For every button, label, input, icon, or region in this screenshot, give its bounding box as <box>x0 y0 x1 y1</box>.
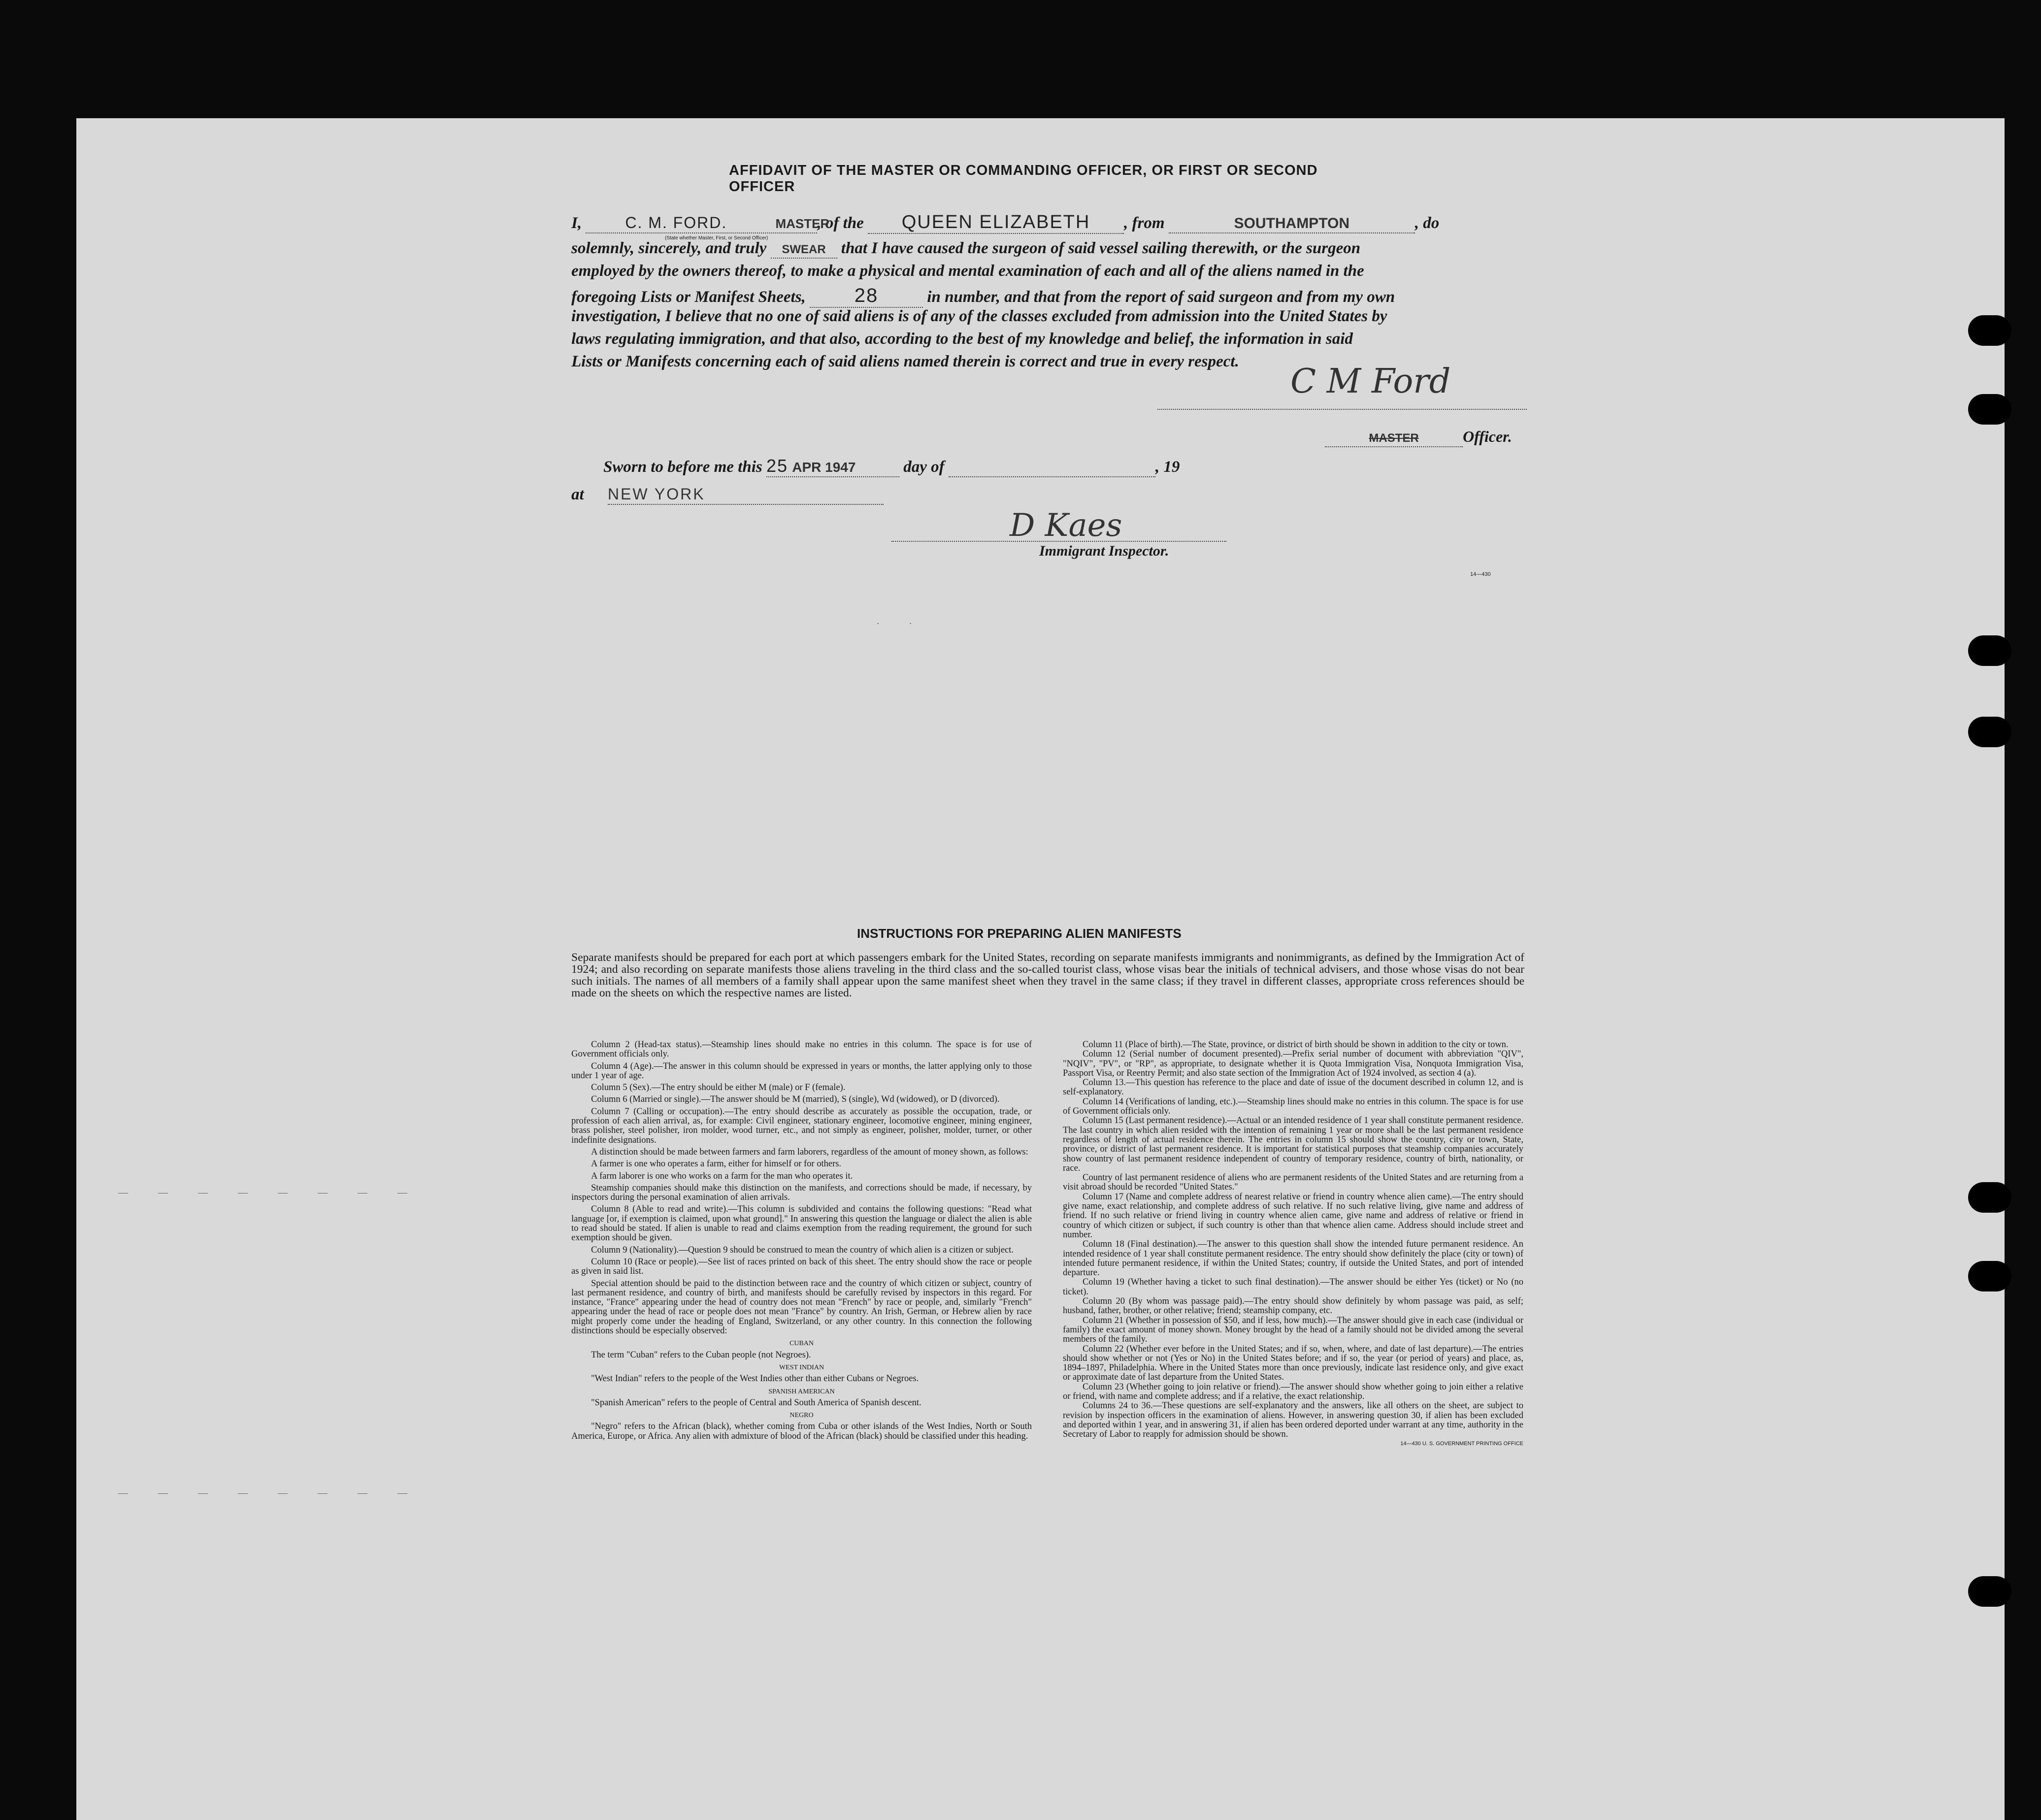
instructions-intro: Separate manifests should be prepared for each port at which passengers embark for the United States, recording on separate manifests immigrants and nonimmigrants, as defined by the Immigration Act of 1924; and also recording on separate manifests those aliens traveling in the third class and the so-called tourist class, whose visas bear the initials of technical advisers, and those whose visas do not bear such initials. The names of all members of a family shall appear upon the same manifest sheet when they travel in the same class; if they travel in different classes, appropriate cross references should be made on the sheets on which the respective names are listed. <box>571 951 1524 999</box>
oath-word: SWEAR <box>782 243 826 256</box>
sworn-prefix: Sworn to before me this <box>603 458 762 476</box>
officer-line <box>1325 428 1512 447</box>
punch-hole <box>1968 1576 2011 1607</box>
departure-port: SOUTHAMPTON <box>1234 215 1350 232</box>
punch-hole <box>1968 315 2011 346</box>
instruction-paragraph: Column 14 (Verifications of landing, etc.).—Steamship lines should make no entries in this column. The space is for use of Government officials only. <box>1063 1096 1523 1117</box>
instruction-paragraph: Column 11 (Place of birth).—The State, province, or district of birth should be shown in addition to the city or town. <box>1083 1040 1509 1050</box>
instruction-paragraph: Column 12 (Serial number of document presented).—Prefix serial number of document with abbreviation "QIV", "NQIV", "PV", or "RP", as appropriate, to designate whether it is Quota Immigration Visa, Nonquota Immigration Visa, Passport Visa, or Reentry Permit; and also state section of the Immigration Act of 1924 involved, as section 4 (a). <box>1063 1049 1523 1078</box>
cuban-text: The term "Cuban" refers to the Cuban people (not Negroes). <box>591 1350 811 1360</box>
line2-start: solemnly, sincerely, and truly <box>571 239 767 257</box>
negro-text: "Negro" refers to the African (black), whether coming from Cuba or other islands of the West Indies, North or South America, Europe, or Africa. Any alien with admixture of blood of the African (black) should be classified under this heading. <box>571 1422 1032 1441</box>
oath-field <box>771 239 837 259</box>
affidavit-line-1 <box>571 212 1439 234</box>
sworn-date-field <box>766 456 899 477</box>
instruction-paragraph: Column 17 (Name and complete address of nearest relative or friend in country whence alien came).—The entry should give name, exact relationship, and complete address of such relative. If no such relative living, give name and address of friend. If no such relative or friend living in country whence alien came, give name and address of relative or friend in country of which citizen or subject, if such country is other than that whence alien came. Address should include street and number. <box>1063 1191 1523 1240</box>
officer-rank: MASTER <box>1369 431 1419 445</box>
instruction-paragraph: Column 6 (Married or single).—The answer should be M (married), S (single), Wd (widowed), or D (divorced). <box>591 1094 1000 1105</box>
cuban-heading: CUBAN <box>789 1340 814 1348</box>
punch-hole <box>1968 717 2011 747</box>
signature-line <box>1157 409 1527 410</box>
line4-end: in number, and that from the report of said surgeon and from my own <box>927 288 1395 306</box>
inspector-signature-line <box>891 541 1226 542</box>
of-the-label: , of the <box>817 214 864 232</box>
instructions-left-column <box>571 1040 1032 1441</box>
vessel-field <box>868 212 1124 234</box>
instruction-paragraph: Special attention should be paid to the distinction between race and the country of which citizen or subject, country of last permanent residence, and country of birth, and manifests should be carefully revised by inspectors in this regard. For instance, "France" appearing under the head of country does not mean "French" by race or people, and, similarly "French" appearing under the head of race or people does not mean "France" by country. An Irish, German, or Hebrew alien by race might properly come under the heading of England, Switzerland, or any other country. In this connection the following distinctions should be especially observed: <box>571 1278 1032 1336</box>
faint-dashes: — — — — — — — — <box>118 1488 421 1498</box>
day-of-label: day of <box>903 458 945 476</box>
officer-label: Officer. <box>1463 428 1512 445</box>
punch-hole <box>1968 1261 2011 1291</box>
affidavit-line-6: laws regulating immigration, and that also, according to the best of my knowledge and belief, the information in said <box>571 330 1353 348</box>
form-number: 14—430 <box>1470 571 1491 577</box>
inspector-signature: D Kaes <box>1010 507 1122 544</box>
instruction-paragraph: Column 21 (Whether in possession of $50, and if less, how much).—The answer should give in each case (individual or family) the exact amount of money shown. Money brought by the head of a family should not be divided among the several members of the family. <box>1063 1315 1523 1345</box>
officer-rank-stamp: MASTER <box>775 216 830 231</box>
at-line <box>571 485 884 505</box>
affidavit-line-7: Lists or Manifests concerning each of said aliens named therein is correct and true in every respect. <box>571 353 1239 370</box>
affidavit-line-5: investigation, I believe that no one of said aliens is of any of the classes excluded from admission into the United States by <box>571 307 1387 325</box>
spanish-american-text: "Spanish American" refers to the people of Central and South America of Spanish descent. <box>591 1397 922 1408</box>
spanish-american-heading: SPANISH AMERICAN <box>768 1388 835 1395</box>
officer-name: C. M. FORD. <box>625 214 727 232</box>
affidavit-prefix: I, <box>571 214 582 232</box>
line4-start: foregoing Lists or Manifest Sheets, <box>571 288 806 306</box>
port-field <box>1169 214 1415 233</box>
instruction-paragraph: Column 23 (Whether going to join relative or friend).—The answer should show whether going to join either a relative or friend, with name and complete address; and if a relative, the exact relationship. <box>1063 1382 1523 1401</box>
printer-note: 14—430 U. S. GOVERNMENT PRINTING OFFICE <box>1400 1441 1523 1447</box>
sworn-day: 25 <box>766 456 788 476</box>
at-label: at <box>571 486 584 503</box>
instruction-paragraph: Column 4 (Age).—The answer in this column should be expressed in years or months, the latter applying only to those under 1 year of age. <box>571 1061 1032 1081</box>
instruction-paragraph: Column 10 (Race or people).—See list of races printed on back of this sheet. The entry should show the race or people as given in said list. <box>571 1257 1032 1277</box>
faint-dashes: — — — — — — — — <box>118 1187 421 1198</box>
instruction-paragraph: Steamship companies should make this distinction on the manifests, and corrections should be made, if necessary, by inspectors during the personal examination of alien arrivals. <box>571 1183 1032 1203</box>
instruction-paragraph: Column 5 (Sex).—The entry should be either M (male) or F (female). <box>591 1083 846 1093</box>
instruction-paragraph: Columns 24 to 36.—These questions are self-explanatory and the answers, like all others on the sheet, are subject to revision by inspection officers in the examination of aliens. However, in answering question 30, if alien has been excluded and deported within 1 year, and in answering 31, if alien has been ordered deported under warrant at any time, authority in the Secretary of Labor to reapply for admission should be shown. <box>1063 1401 1523 1440</box>
punch-hole <box>1968 1182 2011 1213</box>
instruction-paragraph: Column 22 (Whether ever before in the United States; and if so, when, where, and date of last departure).—The entries should show whether or not (Yes or No) in the United States before; and if so, the year (or period of years) and place, as, 1894–1897, Philadelphia. Where in the United States more than once previously, indicate last residence only, and give exact or approximate date of last departure from the United States. <box>1063 1344 1523 1383</box>
instruction-paragraph: Column 13.—This question has reference to the place and date of issue of the document described in column 12, and is self-explanatory. <box>1063 1078 1523 1097</box>
instruction-paragraph: Column 15 (Last permanent residence).—Actual or an intended residence of 1 year shall constitute permanent residence. The last country in which alien resided with the intention of remaining 1 year or more shall be the last permanent residence regardless of length of actual residence therein. The entries in column 15 should show the country, city or town, State, province, or district of last permanent residence. It is important for statistical purposes that steamship companies accurately show country of last permanent residence independent of country of temporary residence, country of birth, nationality, or race. <box>1063 1116 1523 1173</box>
rank-note: (State whether Master, First, or Second Officer) <box>665 235 768 241</box>
instruction-paragraph: A distinction should be made between farmers and farm laborers, regardless of the amount of money shown, as follows: <box>591 1147 1028 1157</box>
instruction-paragraph: Country of last permanent residence of aliens who are permanent residents of the United States and are returning from a visit abroad should be recorded "United States." <box>1063 1173 1523 1192</box>
faint-marks: . . <box>877 616 925 627</box>
instruction-paragraph: Column 2 (Head-tax status).—Steamship lines should make no entries in this column. The space is for use of Government officials only. <box>571 1040 1032 1059</box>
instruction-paragraph: Column 9 (Nationality).—Question 9 should be construed to mean the country of which alien is a citizen or subject. <box>591 1245 1014 1255</box>
do-label: , do <box>1415 214 1440 232</box>
officer-name-field <box>586 214 830 233</box>
month-field <box>949 458 1155 477</box>
instruction-paragraph: A farm laborer is one who works on a farm for the man who operates it. <box>591 1171 853 1181</box>
instructions-right-column <box>1063 1040 1523 1449</box>
punch-hole <box>1968 394 2011 425</box>
instruction-paragraph: Column 20 (By whom was passage paid).—The entry should show definitely by whom passage was paid, as self; husband, father, brother, or other relative; friend; steamship company, etc. <box>1063 1296 1523 1316</box>
affidavit-line-2 <box>571 239 1360 259</box>
negro-heading: NEGRO <box>790 1412 814 1420</box>
instruction-paragraph: Column 8 (Able to read and write).—This column is subdivided and contains the following questions: "Read what language [or, if exemption is claimed, upon what ground]." In answering this question the language or dialect the alien is able to read should be stated. If alien is unable to read and claims exemption from the reading requirement, the ground for such exemption should be given. <box>571 1204 1032 1243</box>
punch-hole <box>1968 635 2011 666</box>
instruction-paragraph: Column 7 (Calling or occupation).—The entry should describe as accurately as possible the occupation, trade, or profession of each alien arrival, as, for example: Civil engineer, stationary engineer, locomotive engineer, mining engineer, brass polisher, steel polisher, iron molder, wood turner, etc., and not simply as engineer, polisher, molder, turner, or other indefinite designations. <box>571 1106 1032 1145</box>
inspector-label: Immigrant Inspector. <box>1039 543 1169 559</box>
west-indian-heading: WEST INDIAN <box>779 1363 824 1371</box>
sheet-count: 28 <box>854 285 879 306</box>
vessel-name: QUEEN ELIZABETH <box>901 212 1090 232</box>
line2-end: that I have caused the surgeon of said vessel sailing therewith, or the surgeon <box>841 239 1361 257</box>
at-place: NEW YORK <box>607 485 705 503</box>
officer-rank-field <box>1325 428 1463 447</box>
instruction-paragraph: Column 18 (Final destination).—The answer to this question shall show the intended future permanent residence. An intended residence of 1 year shall constitute permanent residence. The entry should show definitely the place (city or town) of intended future permanent residence, if within the United States; country, if outside the United States, and port of intended departure. <box>1063 1239 1523 1278</box>
instructions-title: INSTRUCTIONS FOR PREPARING ALIEN MANIFESTS <box>857 926 1182 941</box>
affidavit-title: AFFIDAVIT OF THE MASTER OR COMMANDING OFFICER, OR FIRST OR SECOND OFFICER <box>729 163 1318 195</box>
sworn-date-stamp: APR 1947 <box>792 460 856 475</box>
west-indian-text: "West Indian" refers to the people of the West Indies other than either Cubans or Negroes. <box>591 1374 919 1384</box>
instruction-paragraph: A farmer is one who operates a farm, either for himself or for others. <box>591 1159 842 1169</box>
at-place-field <box>608 485 884 505</box>
affidavit-line-3: employed by the owners thereof, to make a physical and mental examination of each and all of the aliens named in the <box>571 262 1364 280</box>
year-prefix: , 19 <box>1155 458 1180 476</box>
from-label: , from <box>1124 214 1165 232</box>
sworn-line <box>603 456 1180 477</box>
master-signature: C M Ford <box>1290 362 1451 401</box>
affidavit-line-4 <box>571 285 1395 308</box>
instruction-paragraph: Column 19 (Whether having a ticket to such final destination).—The answer should be either Yes (ticket) or No (no ticket). <box>1063 1277 1523 1297</box>
sheet-count-field <box>810 285 923 308</box>
